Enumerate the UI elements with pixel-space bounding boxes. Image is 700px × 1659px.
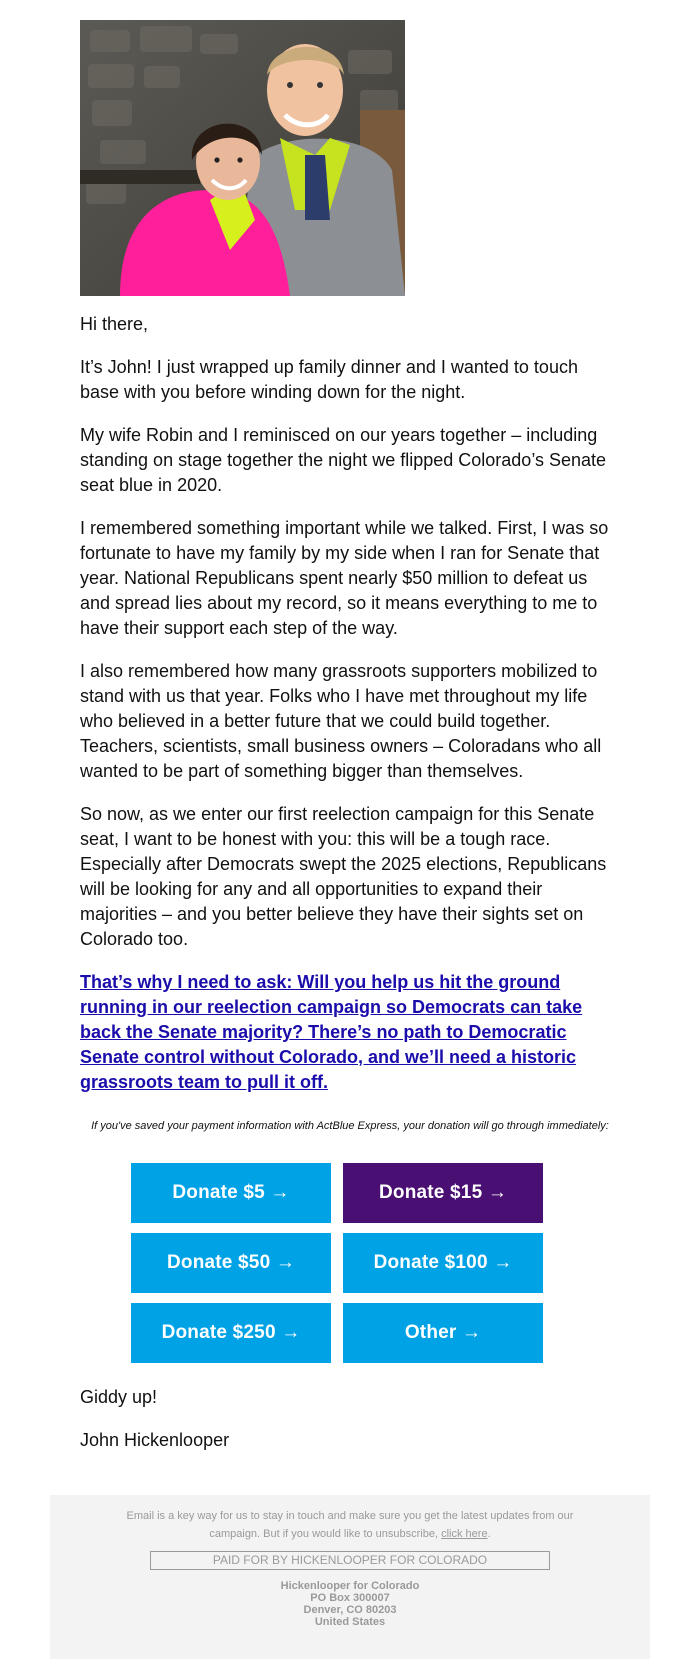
family-photo-illustration (80, 20, 405, 296)
donate-50-button[interactable]: Donate $50 → (131, 1233, 331, 1293)
paragraph-5: So now, as we enter our first reelection campaign for this Senate seat, I want to be honest with you: this will be a tough race. Especially after Democrats swept the 2025 elections, Republicans will be looking for any and all opportunities to expand their majorities – and you better believe they have their sights set on Colorado too. (80, 804, 607, 949)
cta-paragraph (80, 970, 620, 1095)
donate-100-button[interactable]: Donate $100 → (343, 1233, 543, 1293)
address-line-3: Denver, CO 80203 (303, 1604, 397, 1616)
footer-message (120, 1507, 580, 1543)
letter-body (80, 312, 620, 1113)
address-line-2: PO Box 300007 (310, 1592, 390, 1604)
closing: Giddy up! (80, 1387, 158, 1407)
donate-cta-link[interactable]: That’s why I need to ask: Will you help us hit the ground running in our reelection campaign so Democrats can take back the Senate majority? There’s no path to Democratic Senate control without Colorado, and we’ll need a historic grassroots team to pull it off. (80, 972, 583, 1092)
paragraph-3: I remembered something important while we talked. First, I was so fortunate to have my family by my side when I ran for Senate that year. National Republicans spent nearly $50 million to defeat us and spread lies about my record, so it means everything to me to have their support each step of the way. (80, 518, 609, 638)
footer-message-text: Email is a key way for us to stay in touch and make sure you get the latest updates from our campaign. But if you would like to unsubscribe, (126, 1510, 574, 1540)
donate-250-button[interactable]: Donate $250 → (131, 1303, 331, 1363)
donate-15-button[interactable]: Donate $15 → (343, 1163, 543, 1223)
unsubscribe-link[interactable]: click here (441, 1528, 488, 1540)
paragraph-4: I also remembered how many grassroots supporters mobilized to stand with us that year. Folks who I have met throughout my life who believed in a better future that we could build together. Teachers, scientists, small business owners – Coloradans who all wanted to be part of something bigger than themselves. (80, 661, 602, 781)
donate-other-button[interactable]: Other → (343, 1303, 543, 1363)
footer-message-end: . (487, 1528, 491, 1540)
paragraph-2: My wife Robin and I reminisced on our years together – including standing on stage together the night we flipped Colorado’s Senate seat blue in 2020. (80, 425, 607, 495)
signature-name: John Hickenlooper (80, 1430, 230, 1450)
address-line-1: Hickenlooper for Colorado (280, 1580, 420, 1592)
address-line-4: United States (314, 1616, 386, 1628)
donate-button-grid (131, 1163, 543, 1363)
paragraph-1: It’s John! I just wrapped up family dinner and I wanted to touch base with you before winding down for the night. (80, 357, 578, 402)
email-footer (50, 1495, 650, 1659)
donate-5-button[interactable]: Donate $5 → (131, 1163, 331, 1223)
hero-photo (80, 20, 405, 296)
greeting: Hi there, (80, 314, 149, 334)
actblue-express-note: If you've saved your payment information with ActBlue Express, your donation will go through immediately: (91, 1120, 609, 1132)
signoff (80, 1385, 620, 1471)
paid-for-disclaimer: PAID FOR BY HICKENLOOPER FOR COLORADO (150, 1551, 550, 1570)
mailing-address (50, 1580, 650, 1628)
